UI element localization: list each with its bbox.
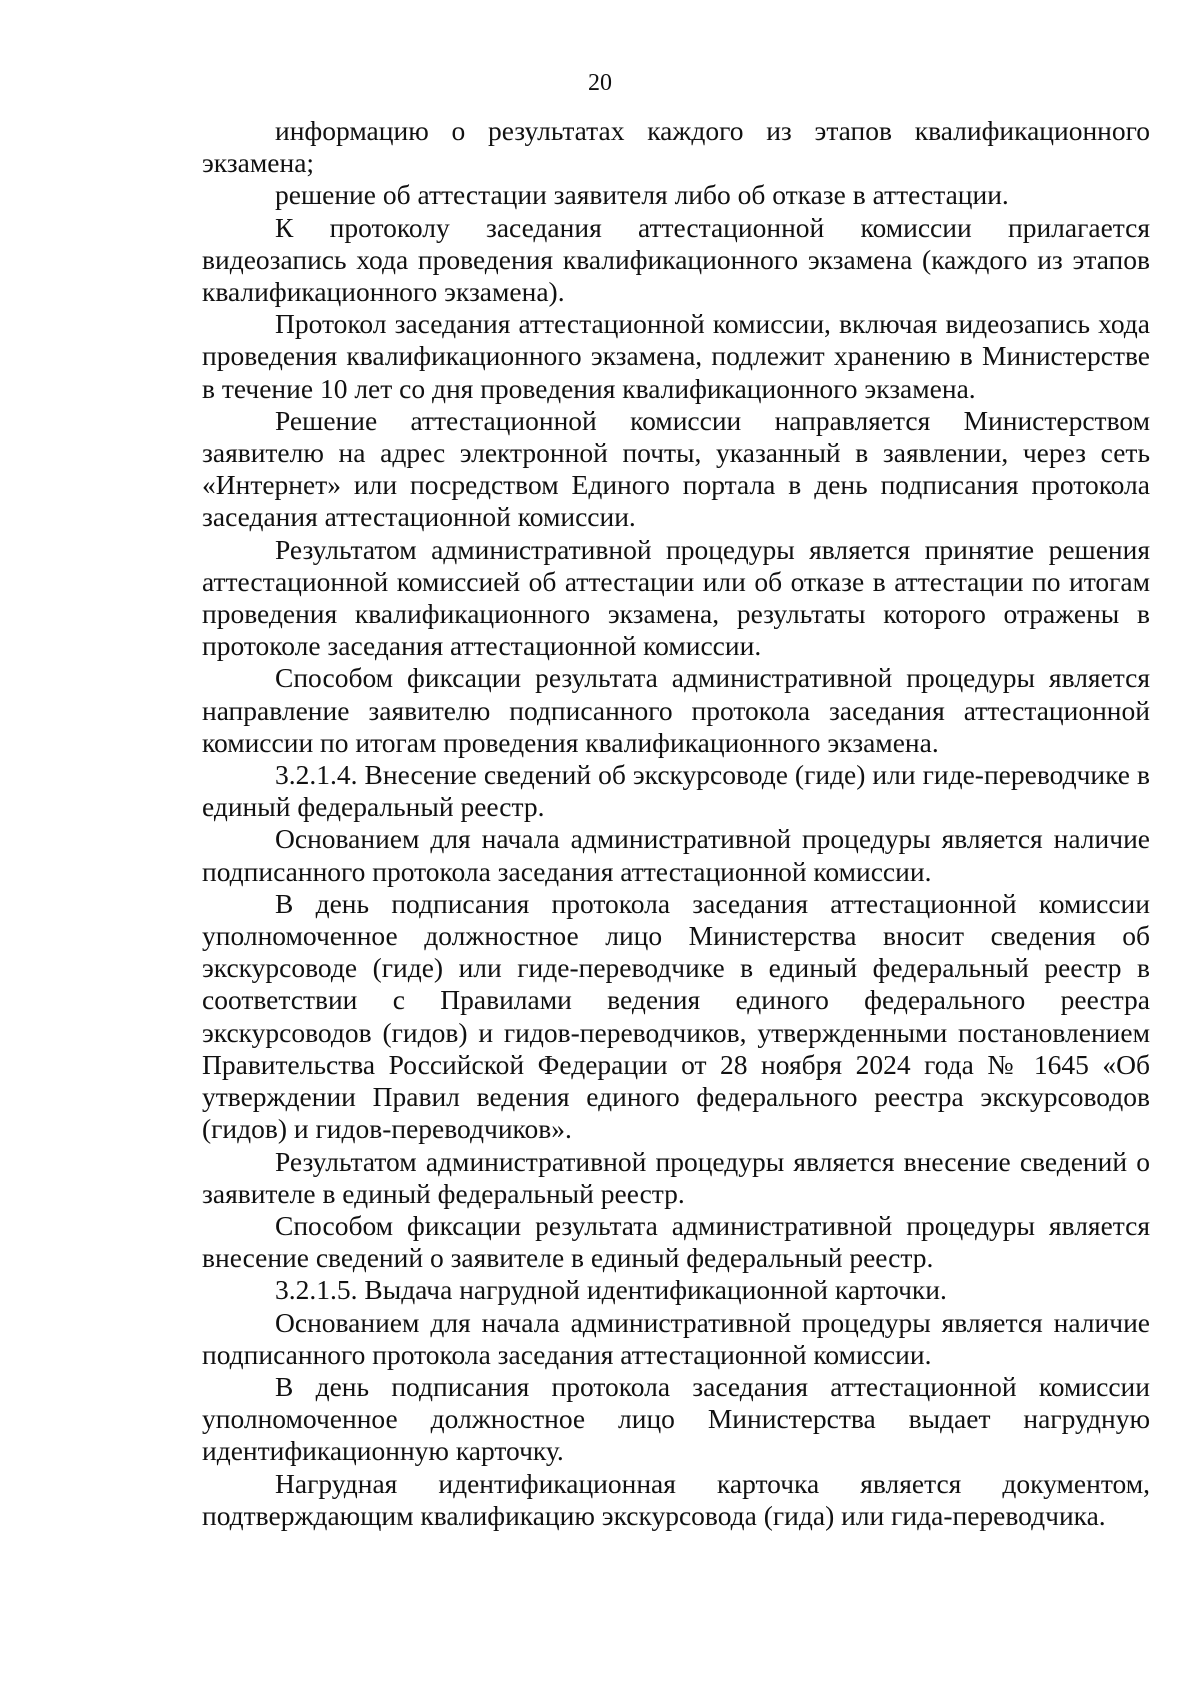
paragraph-registry-result: Результатом административной процедуры является внесение сведений о заявителе в единый федеральный реестр. [202, 1145, 1150, 1209]
paragraph-attestation-decision: решение об аттестации заявителя либо об отказе в аттестации. [275, 179, 1009, 211]
paragraph-badge-basis: Основанием для начала административной процедуры является наличие подписанного протокола заседания аттестационной комиссии. [202, 1306, 1150, 1370]
paragraph-decision-delivery: Решение аттестационной комиссии направляется Министерством заявителю на адрес электронной почты, указанный в заявлении, через сеть «Интернет» или посредством Единого портала в день подписания протокола заседания аттестационной комиссии. [202, 404, 1150, 533]
document-body [202, 115, 1150, 1532]
paragraph-exam-results-info: информацию о результатах каждого из этапов квалификационного экзамена; [202, 115, 1150, 179]
paragraph-protocol-storage: Протокол заседания аттестационной комиссии, включая видеозапись хода проведения квалификационного экзамена, подлежит хранению в Министерстве в течение 10 лет со дня проведения квалификационного экзамена. [202, 308, 1150, 404]
paragraph-video-attachment: К протоколу заседания аттестационной комиссии прилагается видеозапись хода проведения квалификационного экзамена (каждого из этапов квалификационного экзамена). [202, 211, 1150, 308]
paragraph-registry-basis: Основанием для начала административной процедуры является наличие подписанного протокола заседания аттестационной комиссии. [202, 823, 1150, 887]
section-heading-3-2-1-5: 3.2.1.5. Выдача нагрудной идентификационной карточки. [275, 1274, 947, 1306]
page-number: 20 [588, 70, 612, 96]
paragraph-registry-fixation: Способом фиксации результата административной процедуры является внесение сведений о заявителе в единый федеральный реестр. [202, 1209, 1150, 1274]
paragraph-fixation-method: Способом фиксации результата административной процедуры является направление заявителю подписанного протокола заседания аттестационной комиссии по итогам проведения квалификационного экзамена. [202, 662, 1150, 758]
paragraph-badge-issuance: В день подписания протокола заседания аттестационной комиссии уполномоченное должностное лицо Министерства выдает нагрудную идентификационную карточку. [202, 1370, 1150, 1467]
paragraph-badge-definition: Нагрудная идентификационная карточка является документом, подтверждающим квалификацию экскурсовода (гида) или гида-переводчика. [202, 1467, 1150, 1531]
section-heading-3-2-1-4: 3.2.1.4. Внесение сведений об экскурсоводе (гиде) или гиде-переводчике в единый федеральный реестр. [202, 759, 1150, 823]
paragraph-registry-entry: В день подписания протокола заседания аттестационной комиссии уполномоченное должностное лицо Министерства вносит сведения об экскурсоводе (гиде) или гиде-переводчике в единый федеральный реестр в соответствии с Правилами ведения единого федерального реестра экскурсоводов (гидов) и гидов-переводчиков, утвержденными постановлением Правительства Российской Федерации от 28 ноября 2024 года № 1645 «Об утверждении Правил ведения единого федерального реестра экскурсоводов (гидов) и гидов-переводчиков». [202, 887, 1150, 1145]
paragraph-procedure-result: Результатом административной процедуры является принятие решения аттестационной комиссией об аттестации или об отказе в аттестации по итогам проведения квалификационного экзамена, результаты которого отражены в протоколе заседания аттестационной комиссии. [202, 533, 1150, 662]
